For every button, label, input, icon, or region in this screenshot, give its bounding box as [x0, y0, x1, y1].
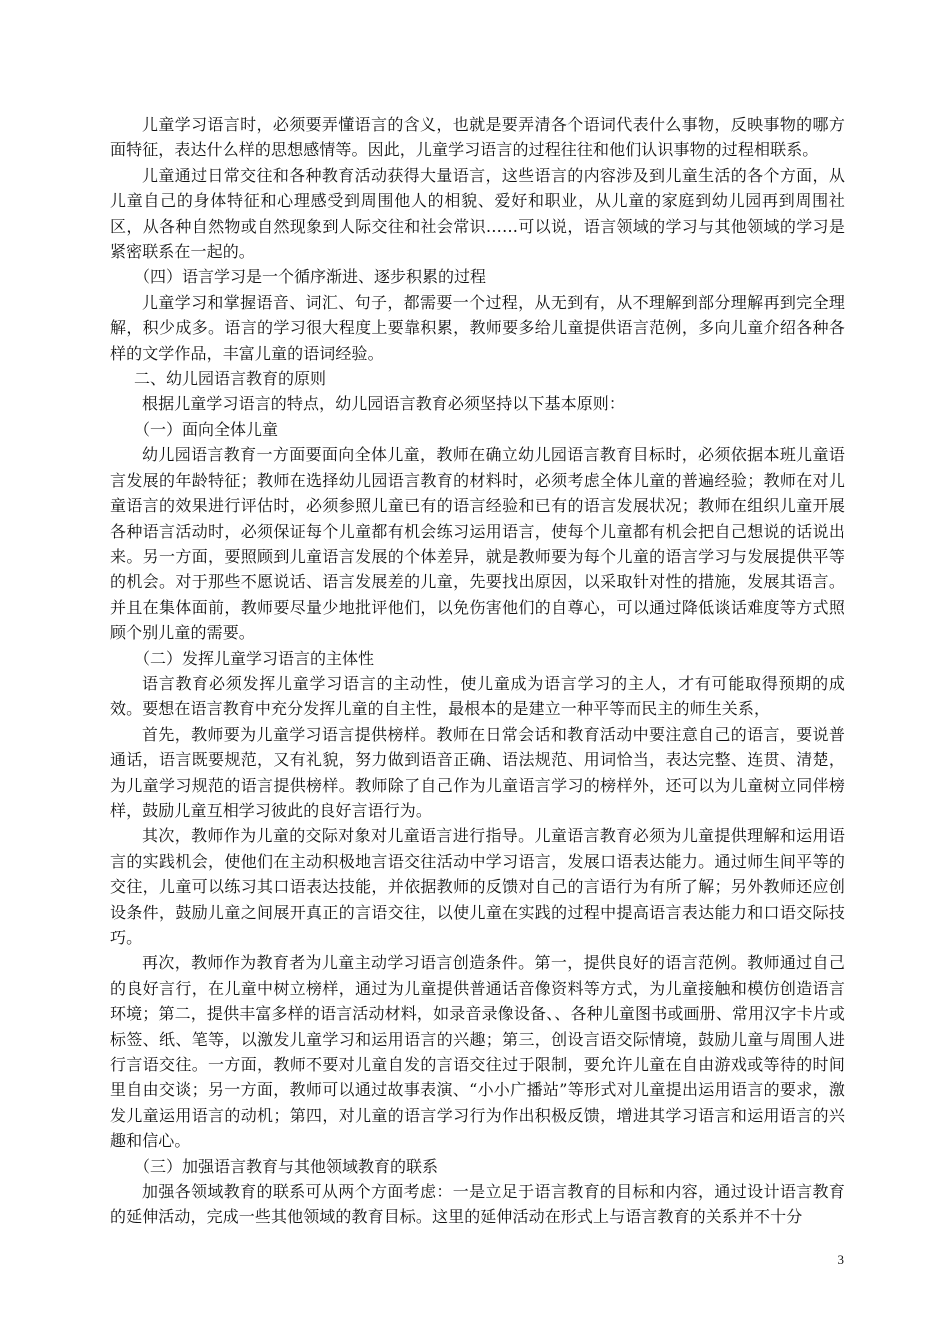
paragraph: 其次，教师作为儿童的交际对象对儿童语言进行指导。儿童语言教育必须为儿童提供理解和运用语言的实践机会，使他们在主动积极地言语交往活动中学习语言，发展口语表达能力。通过师生间平等的交往，儿童可以练习其口语表达技能，并依据教师的反馈对自己的言语行为有所了解；另外教师还应创设条件，鼓励儿童之间展开真正的言语交往，以使儿童在实践的过程中提高语言表达能力和口语交际技巧。 [110, 826, 845, 947]
section-heading: （四）语言学习是一个循序渐进、逐步积累的过程 [134, 267, 487, 287]
document-body [110, 112, 845, 1230]
paragraph: 幼儿园语言教育一方面要面向全体儿童，教师在确立幼儿园语言教育目标时，必须依据本班儿童语言发展的年龄特征；教师在选择幼儿园语言教育的材料时，必须考虑全体儿童的普遍经验；教师在对儿童语言的效果进行评估时，必须参照儿童已有的语言经验和已有的语言发展状况；教师在组织儿童开展各种语言活动时，必须保证每个儿童都有机会练习运用语言，使每个儿童都有机会把自己想说的话说出来。另一方面，要照顾到儿童语言发展的个体差异，就是教师要为每个儿童的语言学习与发展提供平等的机会。对于那些不愿说话、语言发展差的儿童，先要找出原因，以采取针对性的措施，发展其语言。并且在集体面前，教师要尽量少地批评他们，以免伤害他们的自尊心，可以通过降低谈话难度等方式照顾个别儿童的需要。 [110, 445, 845, 643]
section-heading: （一）面向全体儿童 [134, 419, 279, 439]
page-number: 3 [837, 1252, 844, 1267]
paragraph: 根据儿童学习语言的特点，幼儿园语言教育必须坚持以下基本原则： [142, 394, 626, 414]
paragraph: 再次，教师作为教育者为儿童主动学习语言创造条件。第一，提供良好的语言范例。教师通过自己的良好言行，在儿童中树立榜样，通过为儿童提供普通话音像资料等方式，为儿童接触和模仿创造语言环境；第二，提供丰富多样的语言活动材料，如录音录像设备、、各种儿童图书或画册、常用汉字卡片或标签、纸、笔等，以激发儿童学习和运用语言的兴趣；第三，创设言语交际情境，鼓励儿童与周围人进行言语交往。一方面，教师不要对儿童自发的言语交往过于限制，要允许儿童在自由游戏或等待的时间里自由交谈；另一方面，教师可以通过故事表演、“小小广播站”等形式对儿童提出运用语言的要求，激发儿童运用语言的动机；第四，对儿童的语言学习行为作出积极反馈，增进其学习语言和运用语言的兴趣和信心。 [110, 953, 845, 1151]
paragraph: 首先，教师要为儿童学习语言提供榜样。教师在日常会话和教育活动中要注意自己的语言，要说普通话，语言既要规范，又有礼貌，努力做到语音正确、语法规范、用词恰当，表达完整、连贯、清楚，为儿童学习规范的语言提供榜样。教师除了自己作为儿童语言学习的榜样外，还可以为儿童树立同伴榜样，鼓励儿童互相学习彼此的良好言语行为。 [110, 724, 845, 820]
paragraph: 儿童学习和掌握语音、词汇、句子，都需要一个过程，从无到有，从不理解到部分理解再到完全理解，积少成多。语言的学习很大程度上要靠积累，教师要多给儿童提供语言范例，多向儿童介绍各种各样的文学作品，丰富儿童的语词经验。 [110, 292, 845, 363]
paragraph: 儿童学习语言时，必须要弄懂语言的含义，也就是要弄清各个语词代表什么事物，反映事物的哪方面特征，表达什么样的思想感情等。因此，儿童学习语言的过程往往和他们认识事物的过程相联系。 [110, 115, 845, 160]
section-heading: 二、幼儿园语言教育的原则 [134, 369, 327, 389]
section-heading: （二）发挥儿童学习语言的主体性 [134, 648, 375, 668]
paragraph: 语言教育必须发挥儿童学习语言的主动性，使儿童成为语言学习的主人，才有可能取得预期的成效。要想在语言教育中充分发挥儿童的自主性，最根本的是建立一种平等而民主的师生关系， [110, 673, 845, 719]
paragraph: 儿童通过日常交往和各种教育活动获得大量语言，这些语言的内容涉及到儿童生活的各个方面，从儿童自己的身体特征和心理感受到周围他人的相貌、爱好和职业，从儿童的家庭到幼儿园再到周围社区，从各种自然物或自然现象到人际交往和社会常识……可以说，语言领域的学习与其他领域的学习是紧密联系在一起的。 [110, 165, 845, 262]
paragraph: 加强各领域教育的联系可从两个方面考虑：一是立足于语言教育的目标和内容，通过设计语言教育的延伸活动，完成一些其他领域的教育目标。这里的延伸活动在形式上与语言教育的关系并不十分 [110, 1182, 845, 1227]
section-heading: （三）加强语言教育与其他领域教育的联系 [134, 1156, 439, 1176]
